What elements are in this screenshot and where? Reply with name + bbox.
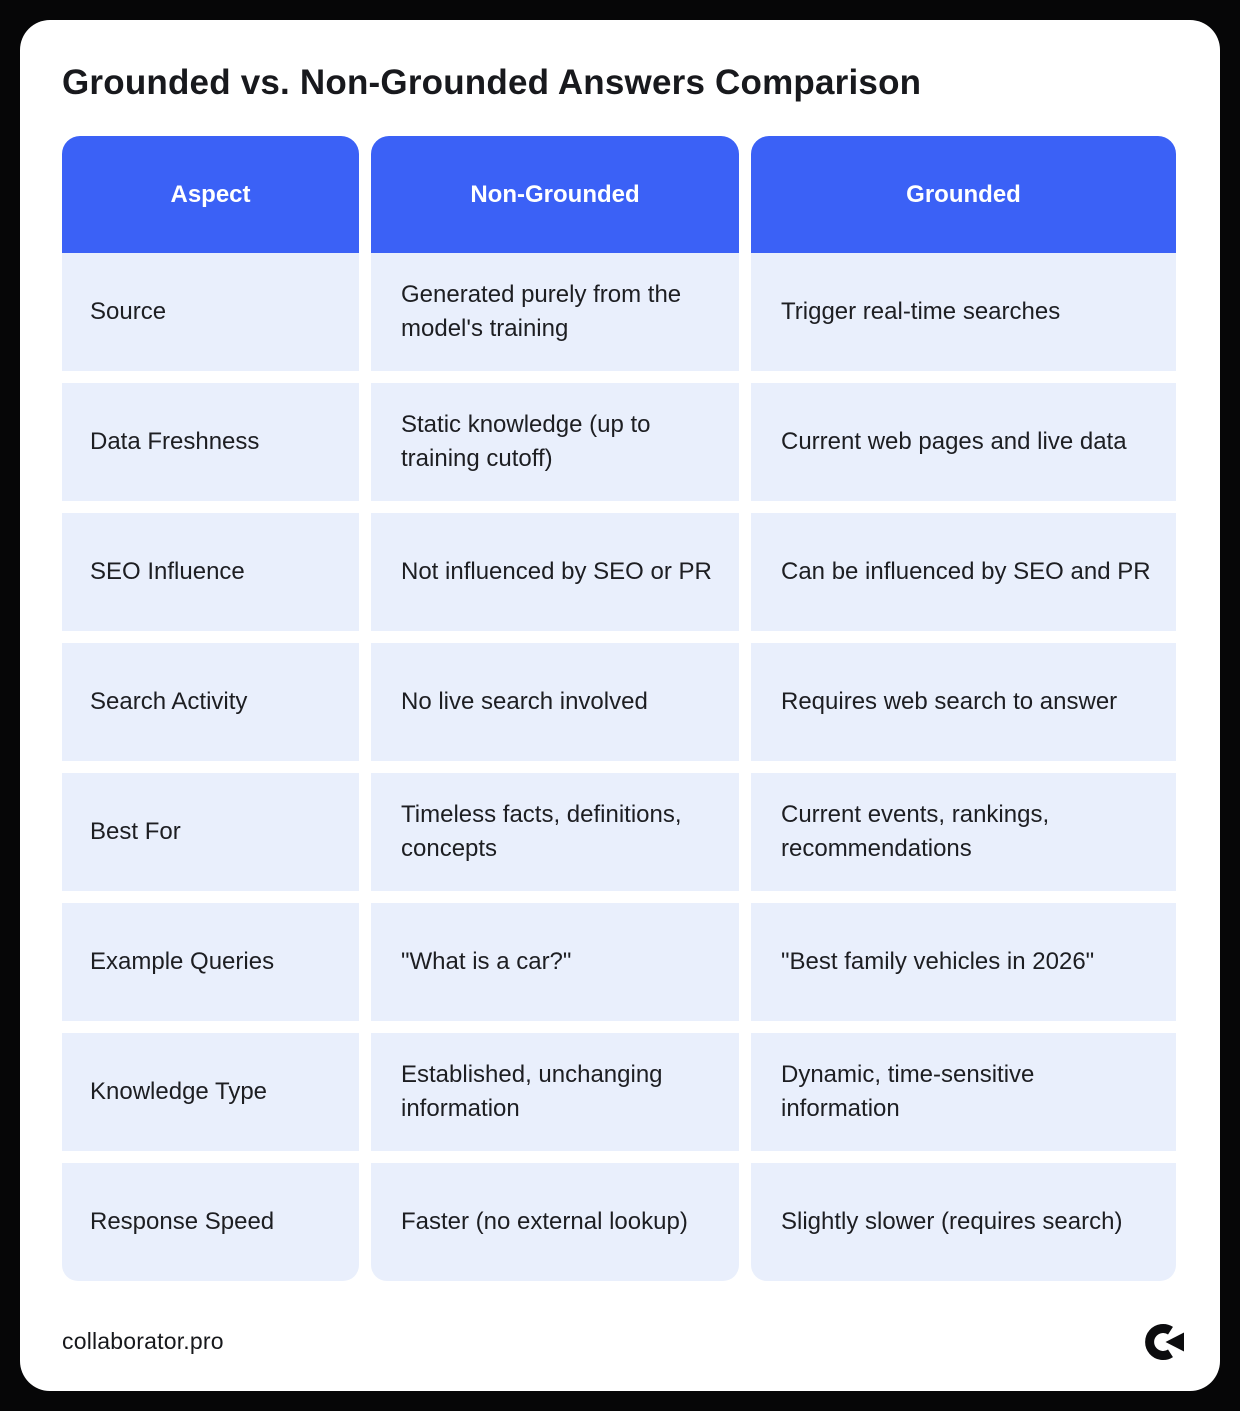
cell-aspect: Knowledge Type <box>62 1033 359 1151</box>
cell-grounded: Trigger real-time searches <box>751 253 1176 371</box>
cell-aspect: Search Activity <box>62 643 359 761</box>
table-row <box>62 253 1179 371</box>
comparison-table <box>62 136 1179 1281</box>
cell-aspect: SEO Influence <box>62 513 359 631</box>
cell-non-grounded: Faster (no external lookup) <box>371 1163 739 1281</box>
table-header-row <box>62 136 1179 253</box>
cell-grounded: Current web pages and live data <box>751 383 1176 501</box>
table-row <box>62 1033 1179 1151</box>
cell-non-grounded: Timeless facts, definitions, concepts <box>371 773 739 891</box>
cell-aspect: Example Queries <box>62 903 359 1021</box>
page-title: Grounded vs. Non-Grounded Answers Comparison <box>62 63 922 102</box>
cell-grounded: Dynamic, time-sensitive information <box>751 1033 1176 1151</box>
collaborator-logo-icon <box>1144 1321 1190 1363</box>
footer-site-name: collaborator.pro <box>62 1328 224 1354</box>
cell-aspect: Response Speed <box>62 1163 359 1281</box>
table-row <box>62 773 1179 891</box>
cell-grounded: Current events, rankings, recommendations <box>751 773 1176 891</box>
column-header-non-grounded: Non-Grounded <box>371 136 739 253</box>
column-header-aspect: Aspect <box>62 136 359 253</box>
infographic-card <box>20 20 1220 1391</box>
cell-non-grounded: "What is a car?" <box>371 903 739 1021</box>
table-row <box>62 383 1179 501</box>
cell-non-grounded: Static knowledge (up to training cutoff) <box>371 383 739 501</box>
cell-non-grounded: Not influenced by SEO or PR <box>371 513 739 631</box>
cell-grounded: Can be influenced by SEO and PR <box>751 513 1176 631</box>
table-row <box>62 643 1179 761</box>
column-header-grounded: Grounded <box>751 136 1176 253</box>
cell-non-grounded: Generated purely from the model's training <box>371 253 739 371</box>
cell-grounded: Requires web search to answer <box>751 643 1176 761</box>
table-row <box>62 513 1179 631</box>
cell-non-grounded: Established, unchanging information <box>371 1033 739 1151</box>
cell-non-grounded: No live search involved <box>371 643 739 761</box>
cell-grounded: "Best family vehicles in 2026" <box>751 903 1176 1021</box>
cell-aspect: Data Freshness <box>62 383 359 501</box>
cell-grounded: Slightly slower (requires search) <box>751 1163 1176 1281</box>
cell-aspect: Best For <box>62 773 359 891</box>
table-row <box>62 903 1179 1021</box>
table-row <box>62 1163 1179 1281</box>
cell-aspect: Source <box>62 253 359 371</box>
